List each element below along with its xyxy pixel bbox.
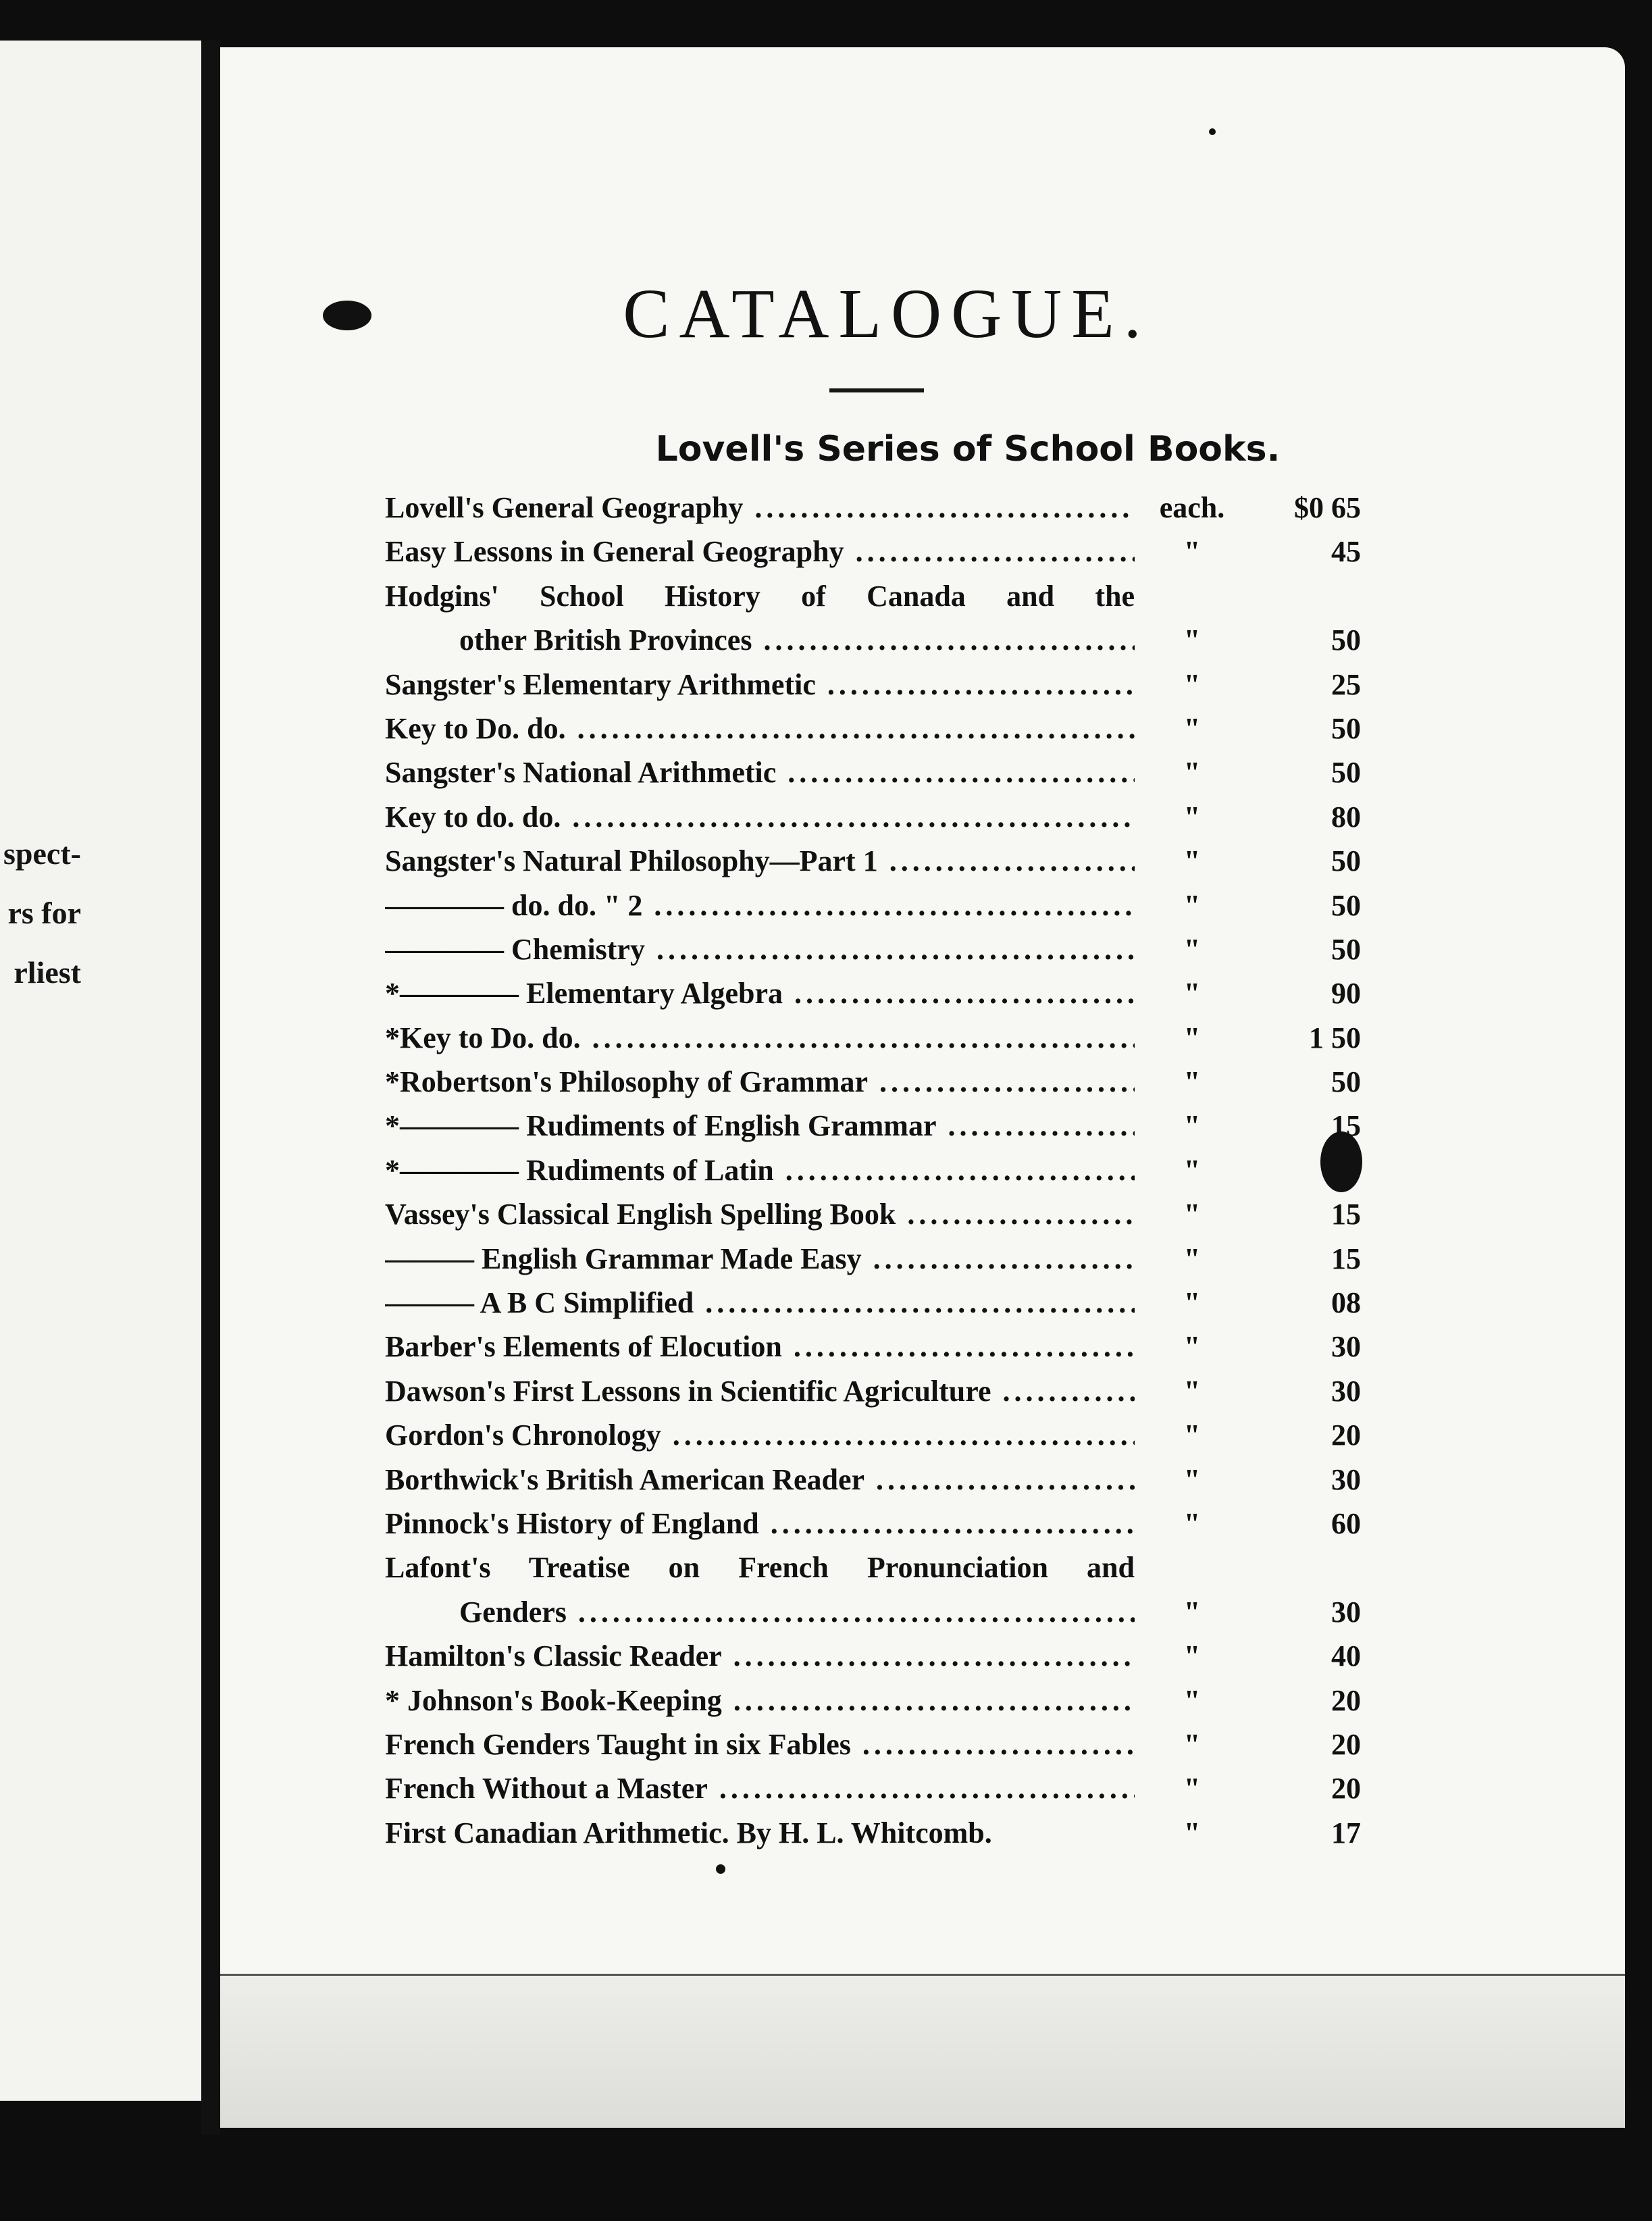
catalogue-entry xyxy=(385,529,1385,573)
price-unit: " xyxy=(1183,667,1201,701)
catalogue-entry xyxy=(385,1501,1385,1545)
catalogue-entry xyxy=(385,1810,1385,1854)
book-title: Easy Lessons in General Geography ..... xyxy=(385,534,1135,569)
book-title: *———— Elementary Algebra ..... xyxy=(385,976,1135,1011)
book-title: *———— Rudiments of Latin ..... xyxy=(385,1153,1135,1188)
catalogue-entry xyxy=(385,662,1385,706)
book-price: 40 xyxy=(1331,1639,1361,1673)
catalogue-entry xyxy=(385,1280,1385,1324)
book-title: Key to Do. do. ..... xyxy=(385,711,1135,746)
catalogue-entry xyxy=(385,927,1385,971)
price-unit: " xyxy=(1183,800,1201,834)
price-unit: each. xyxy=(1159,491,1225,524)
book-price: 20 xyxy=(1331,1683,1361,1717)
book-price: 50 xyxy=(1331,756,1361,790)
book-binding xyxy=(201,41,220,2135)
book-title: First Canadian Arithmetic. By H. L. Whitcomb. xyxy=(385,1816,992,1849)
book-price: 20 xyxy=(1331,1727,1361,1761)
catalogue-entry xyxy=(385,1457,1385,1501)
ink-dot xyxy=(716,1864,725,1874)
catalogue-entry xyxy=(385,1015,1385,1059)
book-price: 30 xyxy=(1331,1330,1361,1364)
catalogue-entry xyxy=(385,1192,1385,1235)
left-fragment: rliest xyxy=(14,955,81,990)
book-price: 20 xyxy=(1331,1419,1361,1452)
fold-line xyxy=(220,1974,1625,1976)
book-title: *Robertson's Philosophy of Grammar ..... xyxy=(385,1065,1135,1099)
catalogue-entry xyxy=(385,1545,1385,1589)
catalogue-entry xyxy=(385,1059,1385,1103)
price-unit: " xyxy=(1183,1772,1201,1806)
price-unit: " xyxy=(1183,756,1201,790)
catalogue-entry xyxy=(385,1148,1385,1192)
page-title: CATALOGUE. xyxy=(623,275,1151,353)
price-unit: " xyxy=(1183,1109,1201,1143)
price-unit: " xyxy=(1183,1816,1201,1849)
catalogue-list xyxy=(385,485,1385,1854)
book-price: 08 xyxy=(1331,1286,1361,1320)
catalogue-entry xyxy=(385,573,1385,617)
book-title: Dawson's First Lessons in Scientific Agriculture ..... xyxy=(385,1374,1135,1408)
price-unit: " xyxy=(1183,977,1201,1011)
book-title: ——— A B C Simplified ..... xyxy=(385,1285,1135,1320)
book-title: Gordon's Chronology ..... xyxy=(385,1418,1135,1452)
left-fragment: rs for xyxy=(7,896,81,930)
page-bottom-band xyxy=(220,1976,1625,2128)
catalogue-entry xyxy=(385,617,1385,661)
title-rule xyxy=(829,388,924,392)
price-unit: " xyxy=(1183,1330,1201,1364)
catalogue-entry xyxy=(385,1722,1385,1766)
book-price: 50 xyxy=(1331,711,1361,745)
book-price: 50 xyxy=(1331,623,1361,657)
catalogue-entry xyxy=(385,883,1385,927)
price-unit: " xyxy=(1183,535,1201,569)
catalogue-entry xyxy=(385,1236,1385,1280)
series-subtitle: Lovell's Series of School Books. xyxy=(655,429,1281,469)
price-unit: " xyxy=(1183,1727,1201,1761)
book-title: French Genders Taught in six Fables ..... xyxy=(385,1727,1135,1762)
book-title: ——— English Grammar Made Easy ..... xyxy=(385,1242,1135,1276)
book-title: *Key to Do. do. ..... xyxy=(385,1021,1135,1055)
book-title: Hodgins' School History of Canada and the xyxy=(385,579,1135,613)
book-title: other British Provinces ..... xyxy=(385,623,1135,657)
price-unit: " xyxy=(1183,1198,1201,1231)
price-unit: " xyxy=(1183,1462,1201,1496)
book-price: $0 65 xyxy=(1294,491,1361,524)
book-title: Barber's Elements of Elocution ..... xyxy=(385,1329,1135,1364)
book-price: 50 xyxy=(1331,844,1361,878)
book-price: 45 xyxy=(1331,535,1361,569)
book-title: Pinnock's History of England ..... xyxy=(385,1506,1135,1541)
book-price: 25 xyxy=(1331,667,1361,701)
book-title: Sangster's Natural Philosophy—Part 1 ..... xyxy=(385,844,1135,878)
book-price: 50 xyxy=(1331,1065,1361,1099)
book-title: Hamilton's Classic Reader ..... xyxy=(385,1639,1135,1673)
price-unit: " xyxy=(1183,1065,1201,1099)
book-price: 60 xyxy=(1331,1506,1361,1540)
book-title: Key to do. do. ..... xyxy=(385,800,1135,834)
catalogue-entry xyxy=(385,706,1385,750)
left-page-text-fragments xyxy=(0,824,203,1002)
price-unit: " xyxy=(1183,932,1201,966)
ink-dot xyxy=(1209,128,1216,135)
book-title: * Johnson's Book-Keeping ..... xyxy=(385,1683,1135,1718)
book-title: *———— Rudiments of English Grammar ..... xyxy=(385,1108,1135,1143)
book-title: Lovell's General Geography ..... xyxy=(385,490,1135,525)
price-unit: " xyxy=(1183,1506,1201,1540)
price-unit: " xyxy=(1183,1419,1201,1452)
catalogue-entry xyxy=(385,485,1385,529)
price-unit: " xyxy=(1183,1374,1201,1408)
catalogue-entry xyxy=(385,1369,1385,1412)
book-price: 1 50 xyxy=(1309,1021,1361,1054)
catalogue-entry xyxy=(385,794,1385,838)
price-unit: " xyxy=(1183,1286,1201,1320)
book-price: 17 xyxy=(1331,1816,1361,1849)
book-price: 50 xyxy=(1331,888,1361,922)
book-price: 15 xyxy=(1331,1109,1361,1143)
book-price: 90 xyxy=(1331,977,1361,1011)
book-title: Sangster's National Arithmetic ..... xyxy=(385,755,1135,790)
book-price: 15 xyxy=(1331,1198,1361,1231)
book-price: 30 xyxy=(1331,1374,1361,1408)
book-price: 20 xyxy=(1331,1772,1361,1806)
book-title: Sangster's Elementary Arithmetic ..... xyxy=(385,667,1135,702)
price-unit: " xyxy=(1183,1595,1201,1629)
book-price: 80 xyxy=(1331,800,1361,834)
book-title: Vassey's Classical English Spelling Book ..... xyxy=(385,1197,1135,1231)
price-unit: " xyxy=(1183,623,1201,657)
book-title: ———— Chemistry ..... xyxy=(385,932,1135,967)
catalogue-entry xyxy=(385,1633,1385,1677)
book-price: 50 xyxy=(1331,932,1361,966)
catalogue-entry xyxy=(385,971,1385,1015)
catalogue-entry xyxy=(385,1324,1385,1368)
catalogue-entry xyxy=(385,1103,1385,1147)
price-unit: " xyxy=(1183,888,1201,922)
price-unit: " xyxy=(1183,844,1201,878)
book-price: 30 xyxy=(1331,1462,1361,1496)
catalogue-entry xyxy=(385,750,1385,794)
catalogue-entry xyxy=(385,838,1385,882)
book-title: Lafont's Treatise on French Pronunciation and xyxy=(385,1551,1135,1585)
catalogue-entry xyxy=(385,1766,1385,1810)
price-unit: " xyxy=(1183,1639,1201,1673)
left-fragment: spect- xyxy=(3,836,81,871)
book-price: 30 xyxy=(1331,1595,1361,1629)
book-title: French Without a Master ..... xyxy=(385,1771,1135,1806)
price-unit: " xyxy=(1183,1242,1201,1275)
book-title: Genders ..... xyxy=(385,1595,1135,1629)
catalogue-entry xyxy=(385,1678,1385,1722)
book-title: Borthwick's British American Reader ..... xyxy=(385,1462,1135,1497)
price-unit: " xyxy=(1183,1683,1201,1717)
price-unit: " xyxy=(1183,1153,1201,1187)
book-title: ———— do. do. " 2 ..... xyxy=(385,888,1135,923)
price-unit: " xyxy=(1183,711,1201,745)
book-price: 15 xyxy=(1331,1242,1361,1275)
catalogue-entry xyxy=(385,1589,1385,1633)
catalogue-entry xyxy=(385,1412,1385,1456)
price-unit: " xyxy=(1183,1021,1201,1054)
